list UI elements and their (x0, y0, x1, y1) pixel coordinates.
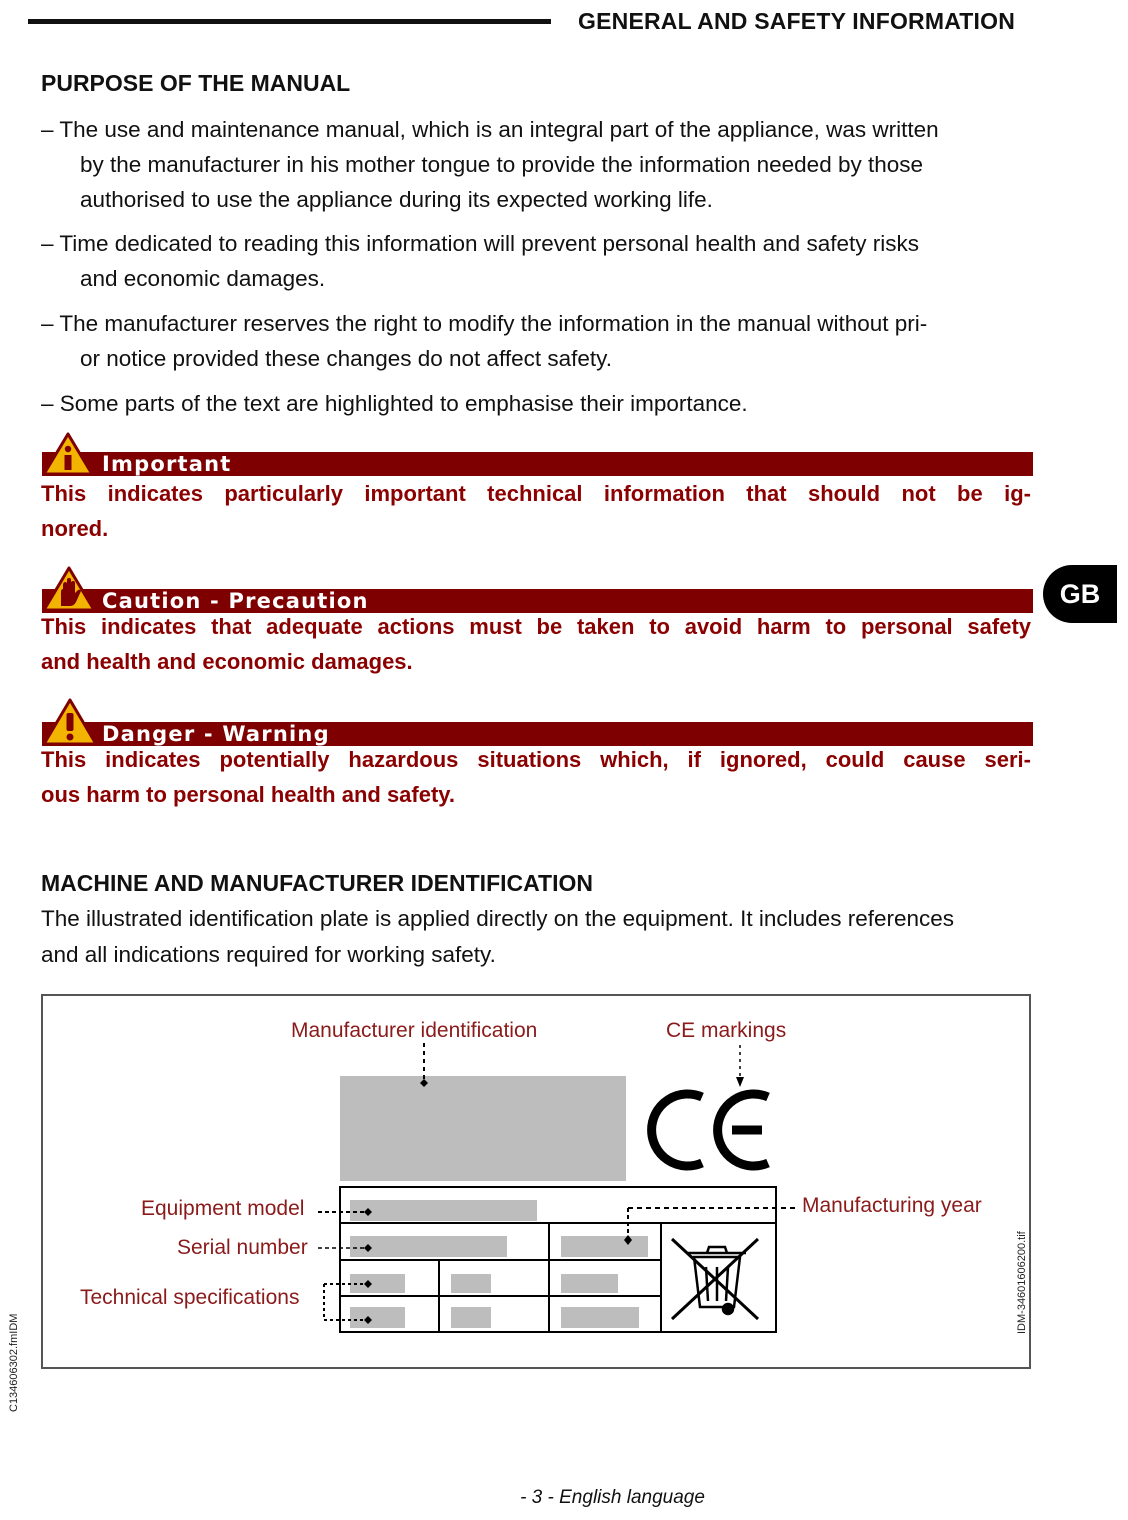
caution-text (41, 609, 1031, 679)
bullet-line: authorised to use the appliance during its expected working life. (80, 187, 713, 212)
bullet-line: – The manufacturer reserves the right to modify the information in the manual without pri- (41, 311, 928, 336)
language-tab[interactable]: GB (1043, 565, 1117, 623)
important-text (41, 476, 1031, 546)
bullet-line: by the manufacturer in his mother tongue to provide the information needed by those (80, 152, 924, 177)
warning-line: ous harm to personal health and safety. (41, 782, 456, 807)
warning-line: This indicates that adequate actions must be taken to avoid harm to personal safety (41, 614, 1031, 639)
purpose-bullet (41, 386, 1041, 421)
bullet-line: – Time dedicated to reading this information will prevent personal health and safety risks (41, 231, 919, 256)
danger-text (41, 742, 1031, 812)
purpose-title: PURPOSE OF THE MANUAL (41, 70, 351, 96)
exclamation-warning-icon (42, 698, 98, 746)
bullet-line: or notice provided these changes do not affect safety. (80, 346, 613, 371)
warning-line: and health and economic damages. (41, 649, 413, 674)
identification-line: and all indications required for working safety. (41, 942, 496, 967)
warning-line: This indicates particularly important technical information that should not be ig- (41, 481, 1031, 506)
figure-code: IDM-34601606200.tif (1016, 1231, 1028, 1334)
manufacturer-id-label: Manufacturer identification (291, 1019, 538, 1042)
identification-plate-diagram (42, 995, 1030, 1368)
purpose-bullet (41, 226, 1041, 296)
warning-line: nored. (41, 516, 109, 541)
identification-text (41, 901, 954, 973)
plate-fields (350, 1200, 648, 1328)
hand-warning-icon (42, 566, 96, 612)
purpose-bullet (41, 112, 1041, 217)
crossed-bin-icon (672, 1239, 758, 1319)
manufacturer-box (340, 1076, 626, 1181)
header-rule (28, 19, 551, 24)
bullet-line: – The use and maintenance manual, which is an integral part of the appliance, was written (41, 117, 939, 142)
bullet-line: and economic damages. (80, 266, 326, 291)
caution-label: Caution - Precaution (102, 589, 369, 613)
manufacturing-year-label: Manufacturing year (802, 1194, 982, 1217)
identification-line: The illustrated identification plate is applied directly on the equipment. It includes references (41, 906, 955, 931)
important-label: Important (102, 452, 232, 476)
technical-specs-label: Technical specifications (80, 1286, 300, 1309)
page-footer: - 3 - English language (520, 1487, 705, 1508)
danger-label: Danger - Warning (102, 722, 330, 746)
serial-number-label: Serial number (177, 1236, 308, 1259)
identification-title: MACHINE AND MANUFACTURER IDENTIFICATION (41, 870, 593, 896)
info-warning-icon (42, 432, 94, 476)
equipment-model-label: Equipment model (141, 1197, 305, 1220)
bullet-line: – Some parts of the text are highlighted to emphasise their importance. (41, 391, 748, 416)
ce-markings-label: CE markings (666, 1019, 787, 1042)
document-code: C134606302.fmIDM (8, 1313, 20, 1412)
ce-mark (652, 1094, 768, 1166)
warning-line: This indicates potentially hazardous situations which, if ignored, could cause seri- (41, 747, 1031, 772)
header-title: GENERAL AND SAFETY INFORMATION (578, 8, 1016, 34)
purpose-bullet (41, 306, 1041, 376)
